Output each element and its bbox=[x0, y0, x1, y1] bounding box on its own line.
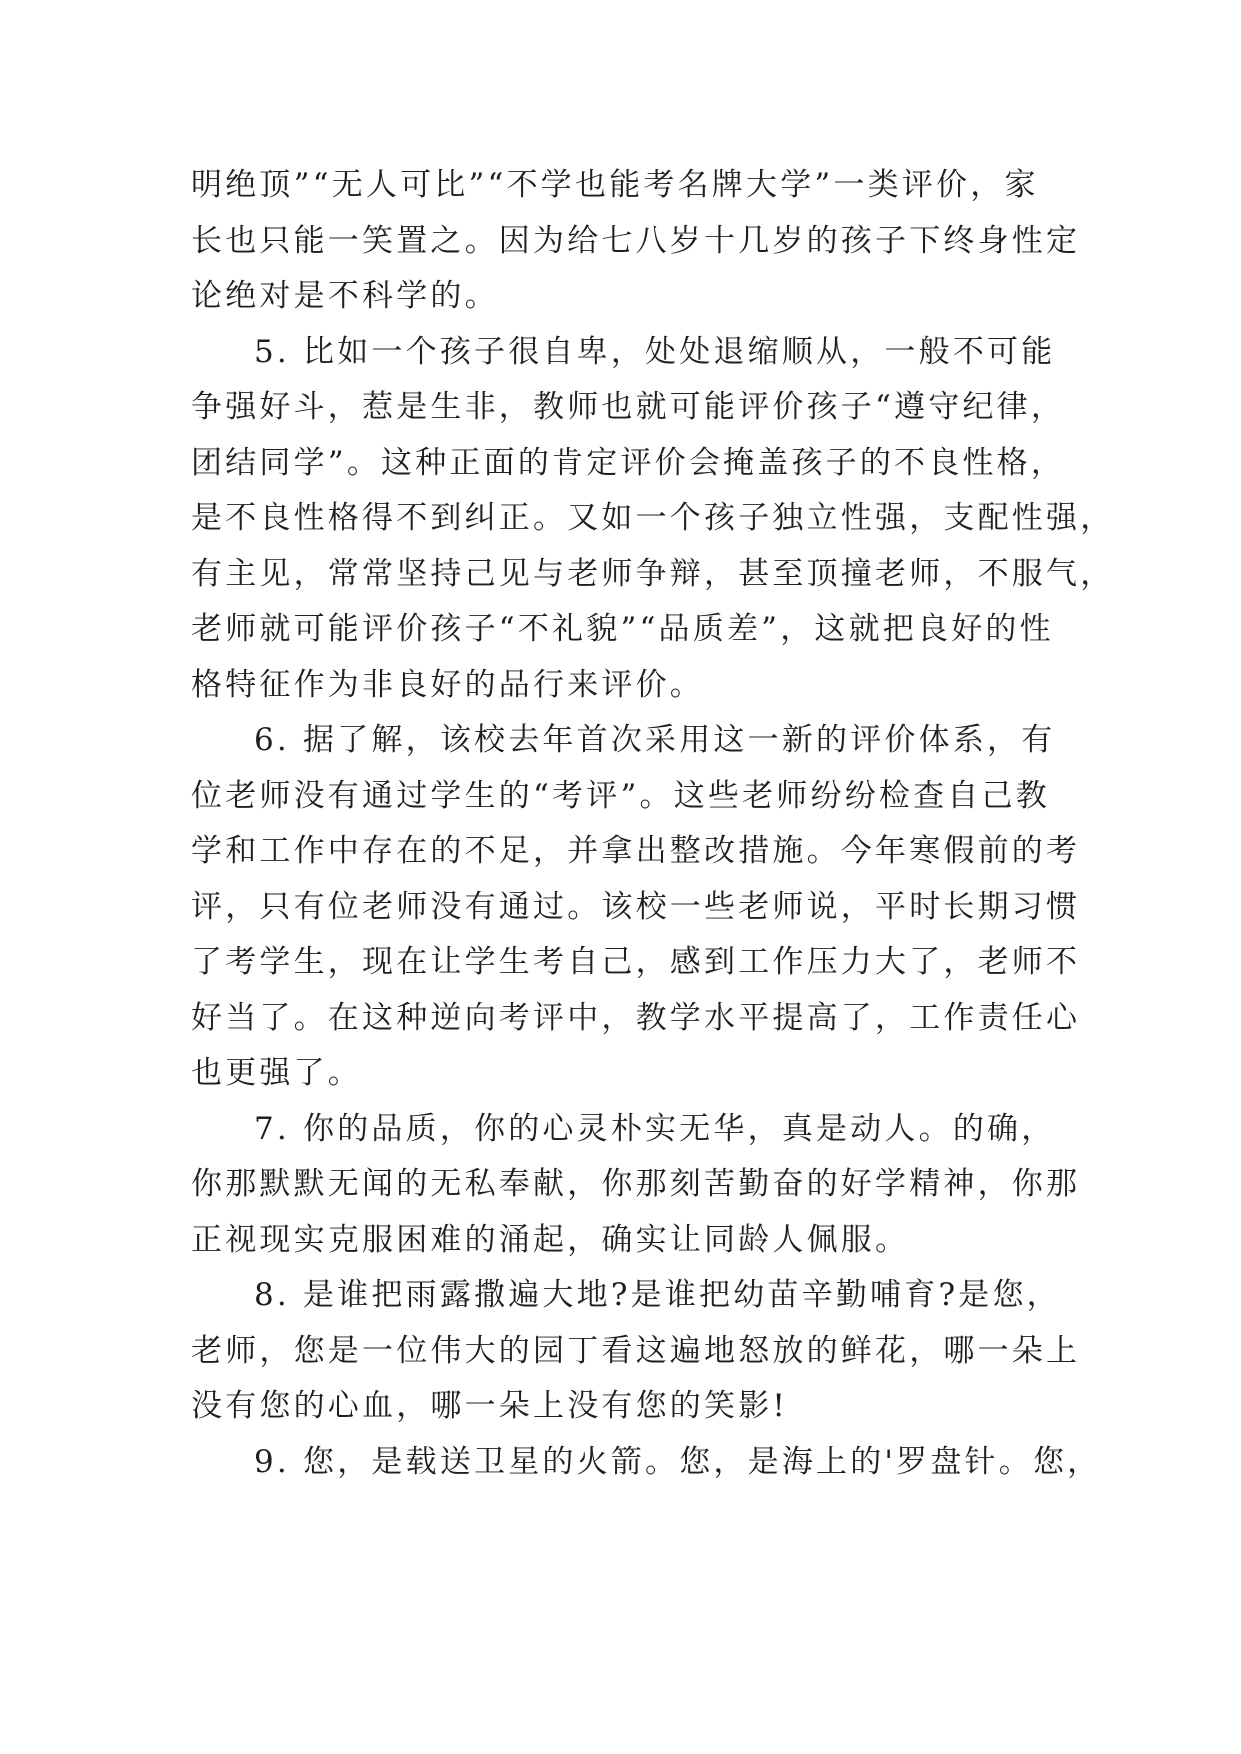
text-line: 好当了。在这种逆向考评中，教学水平提高了，工作责任心 bbox=[191, 999, 1081, 1036]
text-line: 正视现实克服困难的涌起，确实让同龄人佩服。 bbox=[191, 1221, 910, 1258]
text-line: 论绝对是不科学的。 bbox=[191, 278, 499, 314]
text-line: 团结同学”。这种正面的肯定评价会掩盖孩子的不良性格， bbox=[191, 444, 1066, 481]
text-line: 有主见，常常坚持己见与老师争辩，甚至顶撞老师，不服气， bbox=[191, 555, 1115, 592]
text-line: 学和工作中存在的不足，并拿出整改措施。今年寒假前的考 bbox=[191, 833, 1081, 869]
text-line: 是不良性格得不到纠正。又如一个孩子独立性强，支配性强， bbox=[191, 500, 1115, 536]
document-body bbox=[191, 158, 1115, 1490]
text-line: 位老师没有通过学生的“考评”。这些老师纷纷检查自己教 bbox=[191, 777, 1050, 814]
paragraph-9-first-line: 9. 您，是载送卫星的火箭。您，是海上的'罗盘针。您， bbox=[254, 1443, 1102, 1480]
text-line: 明绝顶”“无人可比”“不学也能考名牌大学”一类评价，家 bbox=[191, 167, 1039, 203]
paragraph-8-first-line: 8. 是谁把雨露撒遍大地?是谁把幼苗辛勤哺育?是您， bbox=[254, 1277, 1061, 1313]
text-line: 你那默默无闻的无私奉献，你那刻苦勤奋的好学精神，你那 bbox=[191, 1166, 1081, 1202]
text-line: 没有您的心血，哪一朵上没有您的笑影! bbox=[191, 1388, 789, 1424]
paragraph-5-first-line: 5. 比如一个孩子很自卑，处处退缩顺从，一般不可能 bbox=[254, 333, 1056, 370]
text-line: 评，只有位老师没有通过。该校一些老师说，平时长期习惯 bbox=[191, 888, 1081, 925]
paragraph-7-first-line: 7. 你的品质，你的心灵朴实无华，真是动人。的确， bbox=[254, 1110, 1056, 1147]
text-line: 了考学生，现在让学生考自己，感到工作压力大了，老师不 bbox=[191, 944, 1081, 980]
text-line: 长也只能一笑置之。因为给七八岁十几岁的孩子下终身性定 bbox=[191, 222, 1081, 259]
text-line: 也更强了。 bbox=[191, 1055, 362, 1091]
text-line: 老师，您是一位伟大的园丁看这遍地怒放的鲜花，哪一朵上 bbox=[191, 1332, 1081, 1369]
paragraph-6-first-line: 6. 据了解，该校去年首次采用这一新的评价体系，有 bbox=[254, 722, 1056, 758]
text-line: 争强好斗，惹是生非，教师也就可能评价孩子“遵守纪律， bbox=[191, 389, 1066, 425]
text-line: 格特征作为非良好的品行来评价。 bbox=[191, 666, 704, 703]
text-line: 老师就可能评价孩子“不礼貌”“品质差”，这就把良好的性 bbox=[191, 611, 1054, 647]
